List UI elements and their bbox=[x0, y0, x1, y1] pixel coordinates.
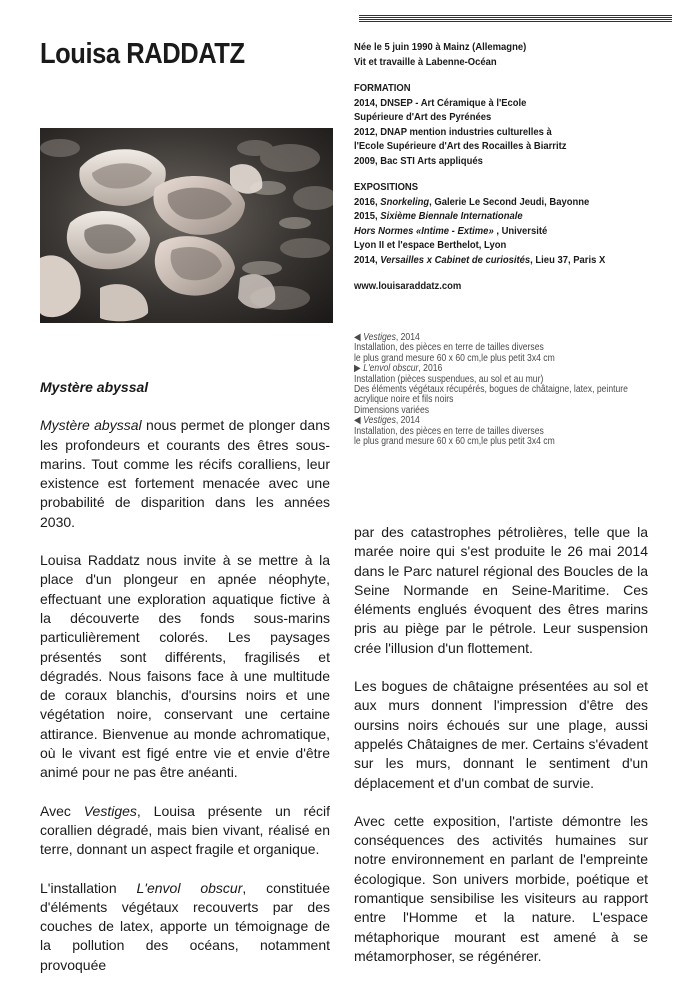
website-link[interactable]: www.louisaraddatz.com bbox=[354, 280, 462, 292]
caption-line: le plus grand mesure 60 x 60 cm,le plus petit 3x4 cm bbox=[354, 436, 555, 448]
formation-line: l'Ecole Supérieure d'Art des Rocailles à Biarritz bbox=[354, 140, 567, 152]
caption-line: Installation, des pièces en terre de tailles diverses bbox=[354, 425, 544, 437]
expo-title: Hors Normes «Intime - Extime» bbox=[354, 224, 494, 237]
expo-title: Snorkeling bbox=[380, 195, 430, 208]
inline-title: Vestiges bbox=[83, 802, 137, 819]
expo-line bbox=[354, 224, 642, 239]
text-column-right bbox=[354, 523, 648, 985]
text-column-left bbox=[40, 378, 330, 994]
formation-line: Supérieure d'Art des Pyrénées bbox=[354, 111, 492, 123]
formation-line: 2012, DNAP mention industries culturelles à bbox=[354, 125, 552, 138]
artwork-photo bbox=[40, 128, 333, 323]
caption-title: Vestiges bbox=[363, 415, 396, 427]
caption-line: le plus grand mesure 60 x 60 cm,le plus petit 3x4 cm bbox=[354, 352, 555, 364]
inline-title: L'envol obscur bbox=[136, 879, 243, 896]
paragraph-text: Avec bbox=[40, 802, 84, 819]
expo-venue: , Lieu 37, Paris X bbox=[530, 253, 606, 266]
paragraph: Louisa Raddatz nous invite à se mettre à la place d'un plongeur en apnée néophyte, effectuant une exploration aquatique fictive à la découverte des fonds sous-marins particulièrement colorés. Les paysages présentés sont différents, fragilisés et dégradés. Nous faisons face à une multitude de coraux blanchis, d'oursins noirs et une végétation noire, conservant une certaine attirance. Bienvenue au monde achromatique, où le vivant est figé entre vie et envie d'être animé pour ne pas être anéanti. bbox=[40, 552, 330, 781]
paragraph bbox=[40, 802, 330, 860]
paragraph bbox=[40, 416, 330, 532]
paragraph bbox=[40, 879, 330, 975]
paragraph-text: L'installation bbox=[40, 879, 137, 896]
expo-venue: , Galerie Le Second Jeudi, Bayonne bbox=[429, 195, 590, 208]
paragraph-text: nous permet de plonger dans les profondeurs et courants des êtres sous-marins. Tout comme les récifs coralliens, leur existence est fortement menacée avec une probabilité de disparition dans les années 2030. bbox=[40, 417, 330, 530]
expo-title: Sixième Biennale Internationale bbox=[380, 210, 523, 222]
paragraph: par des catastrophes pétrolières, telle que la marée noire qui s'est produite le 26 mai 2014 dans le Parc naturel régional des Boucles de la Seine Normande en Seine-Maritime. Ces éléments englués évoquent des êtres marins pris au piège par le pétrole. Leur suspension crée l'illusion d'un flottement. bbox=[354, 524, 648, 656]
expo-line bbox=[354, 195, 642, 210]
caption-title: L'envol obscur bbox=[363, 363, 419, 375]
paragraph-text: , Louisa présente un récif corallien dégradé, mais bien vivant, réalisé en terre, donnant un aspect fragile et organique. bbox=[40, 802, 330, 858]
expositions-heading: EXPOSITIONS bbox=[354, 181, 419, 193]
artist-name: Louisa RADDATZ bbox=[40, 38, 245, 70]
expo-title: Versailles x Cabinet de curiosités bbox=[380, 253, 531, 266]
paragraph-text: , constituée d'éléments végétaux recouverts par des couches de latex, apporte un témoignage de la pollution des océans, notamment provoquée bbox=[40, 879, 330, 973]
expo-line bbox=[354, 209, 642, 224]
bio-born: Née le 5 juin 1990 à Mainz (Allemagne) bbox=[354, 41, 527, 53]
paragraph: Les bogues de châtaigne présentées au sol et aux murs donnent l'impression d'être des oursins noirs échoués sur une plage, aussi appelés Châtaignes de mer. Certains s'évadent sur les murs, donnant le sentiment d'un déplacement et d'un combat de survie. bbox=[354, 678, 648, 791]
expo-year: 2014, bbox=[354, 253, 378, 266]
caption-line: Dimensions variées bbox=[354, 404, 430, 416]
expo-line bbox=[354, 253, 642, 268]
inline-title: Mystère abyssal bbox=[40, 417, 142, 434]
caption-line: Installation, des pièces en terre de tailles diverses bbox=[354, 342, 544, 354]
caption-line: Des éléments végétaux récupérés, bogues de châtaigne, latex, peinture bbox=[354, 384, 628, 396]
caption-title: Vestiges bbox=[363, 332, 396, 343]
caption-year: , 2016 bbox=[418, 363, 443, 375]
caption-line: acrylique noire et fils noirs bbox=[354, 394, 454, 406]
triangle-right-icon: ▶ bbox=[354, 363, 361, 375]
expo-line: Lyon II et l'espace Berthelot, Lyon bbox=[354, 239, 507, 251]
paragraph: Avec cette exposition, l'artiste démontre les conséquences des activités humaines sur notre environnement en parlant de l'empreinte écologique. Son univers morbide, poétique et romantique sensibilise les visiteurs au rapport entre l'Homme et la nature. L'espace métaphorique mourant est amené à se métamorphoser, se régénérer. bbox=[354, 812, 648, 964]
artist-bio bbox=[354, 40, 642, 294]
section-subtitle: Mystère abyssal bbox=[40, 379, 149, 395]
caption-year: , 2014 bbox=[395, 332, 420, 343]
expo-venue: , Université bbox=[493, 224, 548, 237]
formation-line: 2014, DNSEP - Art Céramique à l'Ecole bbox=[354, 96, 527, 109]
triangle-left-icon: ◀ bbox=[354, 415, 361, 427]
expo-year: 2016, bbox=[354, 195, 378, 208]
bio-lives: Vit et travaille à Labenne-Océan bbox=[354, 55, 497, 68]
caption-year: , 2014 bbox=[395, 415, 420, 427]
header-rule bbox=[359, 15, 672, 23]
caption-line: Installation (pièces suspendues, au sol et au mur) bbox=[354, 373, 544, 385]
formation-line: 2009, Bac STI Arts appliqués bbox=[354, 154, 483, 167]
triangle-left-icon: ◀ bbox=[354, 332, 361, 343]
formation-heading: FORMATION bbox=[354, 82, 411, 94]
expo-year: 2015, bbox=[354, 210, 378, 222]
artwork-captions bbox=[354, 333, 629, 447]
